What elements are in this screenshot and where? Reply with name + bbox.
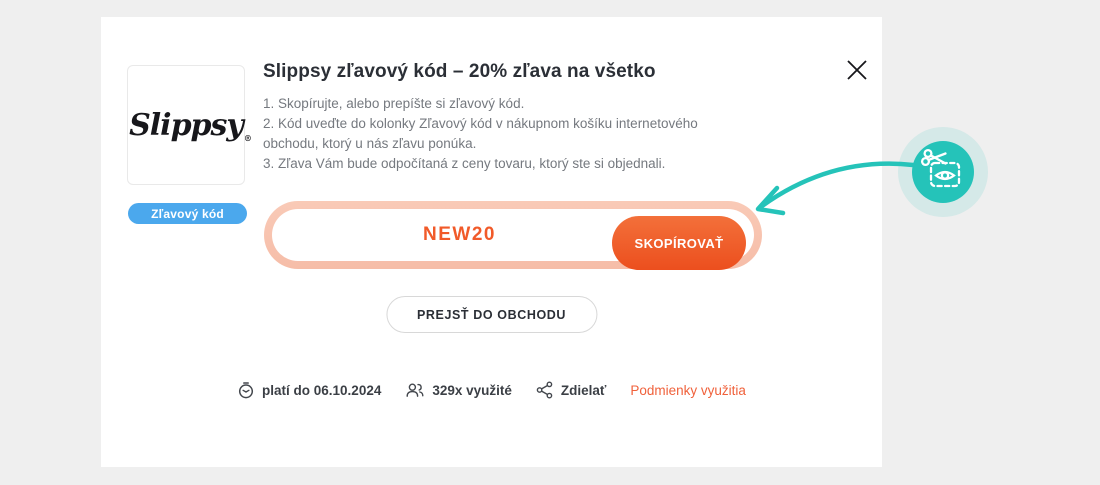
copy-code-button[interactable]: SKOPÍROVAŤ <box>612 216 746 270</box>
coupon-code-field <box>272 209 754 261</box>
usage-text: 329x využité <box>432 382 512 398</box>
coupon-modal <box>101 17 882 467</box>
users-icon <box>405 381 425 399</box>
coupon-title: Slippsy zľavový kód – 20% zľava na všetko <box>263 61 656 82</box>
coupon-meta-row <box>101 381 882 399</box>
instruction-step: 2. Kód uveďte do kolonky Zľavový kód v nákupnom košíku internetového obchodu, ktorý u nás zľavu ponúka. <box>263 116 698 151</box>
validity-text: platí do 06.10.2024 <box>262 382 382 398</box>
share-icon <box>536 381 554 399</box>
instruction-step: 3. Zľava Vám bude odpočítaná z ceny tovaru, ktorý ste si objednali. <box>263 156 666 171</box>
registered-mark: ® <box>243 132 251 143</box>
coupon-instructions <box>263 94 729 174</box>
pointer-arrow-icon <box>750 136 928 232</box>
go-to-shop-button[interactable]: PREJSŤ DO OBCHODU <box>386 296 597 333</box>
terms-link[interactable]: Podmienky využitia <box>630 382 746 398</box>
instruction-step: 1. Skopírujte, alebo prepíšte si zľavový kód. <box>263 96 525 111</box>
coupon-code-value[interactable]: NEW20 <box>423 224 496 245</box>
merchant-logo[interactable] <box>127 65 251 185</box>
coupon-code-panel <box>264 201 762 269</box>
close-button[interactable] <box>843 56 871 84</box>
validity-info <box>237 381 381 399</box>
merchant-logo-text: Slippsy ® <box>129 107 251 143</box>
usage-info <box>405 381 512 399</box>
clock-icon <box>237 381 255 399</box>
coupon-type-badge: Zľavový kód <box>128 203 247 224</box>
share-label: Zdielať <box>560 382 607 398</box>
share-button[interactable] <box>536 381 606 399</box>
close-icon <box>845 58 869 82</box>
